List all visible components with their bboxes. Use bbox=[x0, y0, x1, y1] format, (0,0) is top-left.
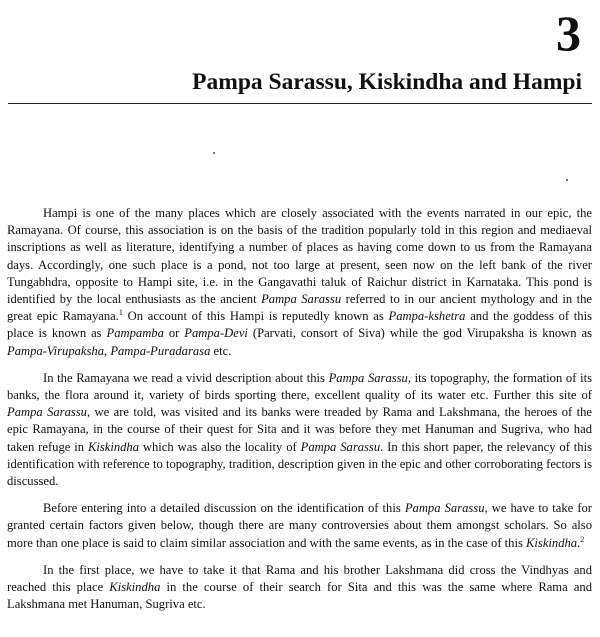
text-run: or bbox=[163, 326, 185, 341]
italic-term: Pampa Sarassu bbox=[404, 501, 485, 516]
paragraph bbox=[7, 562, 592, 614]
text-run: , bbox=[104, 343, 111, 358]
text-run: (Parvati, consort of Siva) while the god Virupaksha is known as bbox=[247, 326, 592, 341]
text-run: Hampi is one of the many places which are closely associated with the events narrated in our epic, the Ramayana. Of course, this association is on the basis of the tradition popularly told in this region and mediaeval inscriptions as well as literature, identifying a number of places as having come down to us from the Ramayana days. Accordingly, one such place is a pond, not too large at present, seen now on the left bank of the river Tungabhdra, opposite to Hampi site, i.e. in the Gangavathi taluk of Raichur district in Karnataka. This pond is identified by the local enthusiasts as the ancient bbox=[7, 206, 592, 307]
footnote-ref: 2 bbox=[580, 534, 585, 544]
italic-term: Pampa-Virupaksha bbox=[7, 343, 105, 358]
text-run: In the first place, we have to take it that Rama and his brother Lakshmana did cross the Vindhyas and reached this place bbox=[7, 562, 592, 595]
italic-term: Pampa Sarassu bbox=[7, 405, 87, 420]
text-run: Before entering into a detailed discussion on the identification of this bbox=[43, 501, 405, 516]
text-run: . bbox=[577, 535, 581, 550]
italic-term: Pampa Sarassu bbox=[261, 292, 342, 307]
italic-term: Pampa Sarassu bbox=[300, 439, 381, 454]
text-run: in the course of their search for Sita and this was the same where Rama and Lakshmana met Hanuman, Sugriva etc. bbox=[7, 580, 592, 612]
body-text bbox=[7, 205, 592, 623]
italic-term: Pampa-Devi bbox=[184, 326, 248, 341]
chapter-title: Pampa Sarassu, Kiskindha and Hampi bbox=[192, 69, 582, 95]
text-run: and the goddess of this place is known as bbox=[7, 309, 592, 341]
footnote-ref: 1 bbox=[118, 308, 123, 318]
text-run: which was also the locality of bbox=[139, 439, 301, 454]
text-run: . In this short paper, the relevancy of this identification with reference to topography, tradition, description given in the epic and other corroborating fectors is discussed. bbox=[7, 439, 592, 489]
text-run: In the Ramayana we read a vivid description about this bbox=[43, 370, 329, 385]
text-run: , its topography, the formation of its banks, the flora around it, variety of birds sporting there, excellent quality of its water etc. Further this site of bbox=[7, 370, 592, 403]
scan-speck bbox=[213, 152, 215, 154]
italic-term: Kiskindha bbox=[526, 535, 578, 550]
italic-term: Pampa-Puradarasa bbox=[110, 343, 211, 358]
paragraph bbox=[7, 500, 592, 552]
italic-term: Pampamba bbox=[106, 326, 164, 341]
text-run: etc. bbox=[210, 343, 232, 358]
italic-term: Kiskindha bbox=[109, 580, 161, 595]
paragraph bbox=[7, 205, 592, 360]
text-run: referred to in our ancient mythology and in the great epic Ramayana. bbox=[7, 292, 592, 324]
text-run: On account of this Hampi is reputedly known as bbox=[122, 309, 389, 324]
italic-term: Pampa Sarassu bbox=[328, 370, 408, 385]
italic-term: Kiskindha bbox=[87, 439, 140, 454]
title-rule bbox=[8, 103, 592, 104]
italic-term: Pampa-kshetra bbox=[388, 309, 466, 324]
text-run: , we are told, was visited and its banks were treaded by Rama and Lakshmana, the heroes of the epic Ramayana, in the course of their quest for Sita and it was before they met Hanuman and Sugriva, who had taken refuge in bbox=[7, 405, 592, 454]
paragraph bbox=[7, 370, 592, 490]
scan-speck bbox=[566, 179, 568, 181]
chapter-number: 3 bbox=[556, 5, 580, 61]
text-run: , we have to take for granted certain factors given below, though there are many controversies about them amongst scholars. So also more than one place is said to claim similar association and with the same events, as in the case of this bbox=[7, 501, 593, 550]
